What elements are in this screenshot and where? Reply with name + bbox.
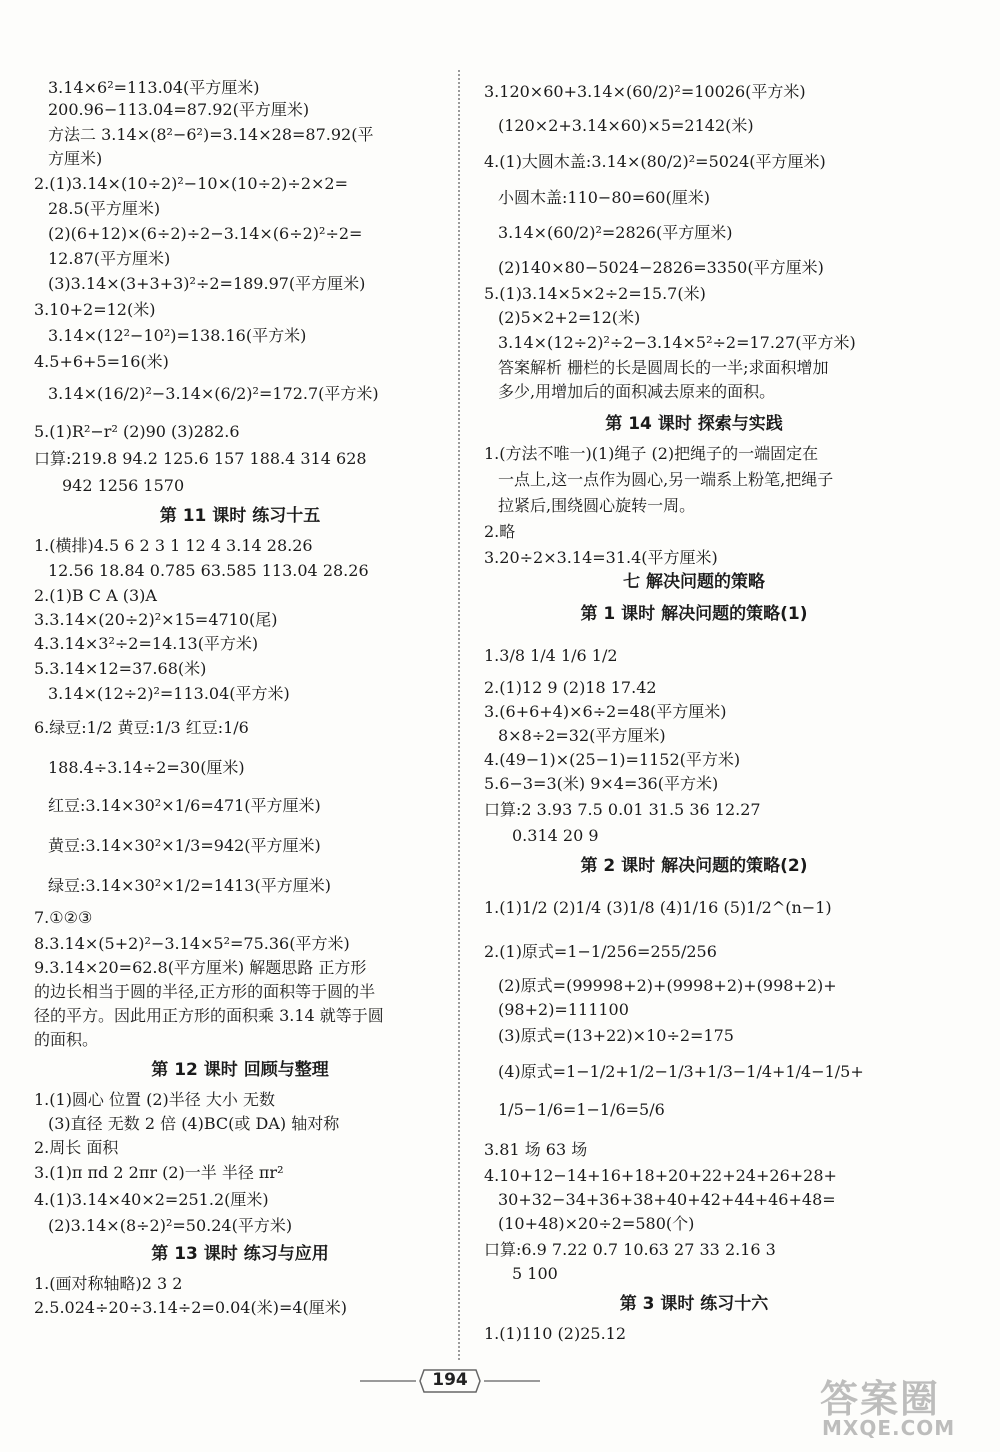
answer-line: 3.20÷2×3.14=31.4(平方厘米)	[484, 548, 718, 567]
watermark-logo	[818, 1368, 990, 1444]
answer-line: 4.10+12−14+16+18+20+22+24+26+28+	[484, 1166, 837, 1185]
answer-line: 7.①②③	[34, 908, 93, 927]
answer-line: 2.周长 面积	[34, 1138, 119, 1157]
page-number-badge	[418, 1366, 482, 1396]
answer-line: 2.略	[484, 522, 516, 541]
answer-line: 12.87(平方厘米)	[48, 249, 171, 268]
lesson-heading: 第 11 课时 练习十五	[159, 506, 321, 526]
answer-line: 3.(6+6+4)×6÷2=48(平方厘米)	[484, 702, 727, 721]
answer-line: 1.(1)圆心 位置 (2)半径 大小 无数	[34, 1090, 275, 1109]
answer-line: 200.96−113.04=87.92(平方厘米)	[48, 100, 310, 119]
answer-line: (2)140×80−5024−2826=3350(平方厘米)	[498, 258, 824, 277]
answer-line: 多少,用增加后的面积减去原来的面积。	[498, 382, 776, 401]
lesson-heading: 第 13 课时 练习与应用	[151, 1244, 329, 1264]
answer-line: 5.6−3=3(米) 9×4=36(平方米)	[484, 774, 719, 793]
answer-line: 4.3.14×3²÷2=14.13(平方米)	[34, 634, 259, 653]
lesson-heading: 第 3 课时 练习十六	[619, 1294, 769, 1314]
answer-line: 6.绿豆:1/2 黄豆:1/3 红豆:1/6	[34, 718, 249, 737]
answer-line: 4.(1)大圆木盖:3.14×(80/2)²=5024(平方厘米)	[484, 152, 826, 171]
answer-line: (3)3.14×(3+3+3)²÷2=189.97(平方厘米)	[48, 274, 366, 293]
answer-line: (10+48)×20÷2=580(个)	[498, 1214, 695, 1233]
answer-line: 4.(49−1)×(25−1)=1152(平方米)	[484, 750, 741, 769]
column-divider	[458, 70, 460, 1360]
lesson-heading: 第 2 课时 解决问题的策略(2)	[580, 856, 808, 876]
answer-line: (2)(6+12)×(6÷2)÷2−3.14×(6÷2)²÷2=	[48, 224, 363, 243]
answer-line: (98+2)=111100	[498, 1000, 629, 1019]
answer-line: 3.14×(12÷2)²÷2−3.14×5²÷2=17.27(平方米)	[498, 333, 856, 352]
answer-line: 8.3.14×(5+2)²−3.14×5²=75.36(平方米)	[34, 934, 350, 953]
answer-line: 3.14×(16/2)²−3.14×(6/2)²=172.7(平方米)	[48, 384, 379, 403]
answer-line: 红豆:3.14×30²×1/6=471(平方厘米)	[48, 796, 321, 815]
answer-line: 4.5+6+5=16(米)	[34, 352, 169, 371]
oral-calc-line: 口算:6.9 7.22 0.7 10.63 27 33 2.16 3	[484, 1240, 776, 1259]
answer-line: 拉紧后,围绕圆心旋转一周。	[498, 496, 696, 515]
chapter-heading: 七 解决问题的策略	[623, 572, 765, 592]
answer-line: 绿豆:3.14×30²×1/2=1413(平方厘米)	[48, 876, 331, 895]
answer-line: 3.14×6²=113.04(平方厘米)	[48, 78, 260, 97]
oral-calc-line: 0.314 20 9	[512, 826, 599, 845]
oral-calc-line: 口算:2 3.93 7.5 0.01 31.5 36 12.27	[484, 800, 761, 819]
answer-line: 方厘米)	[48, 149, 103, 168]
answer-line: 1.(横排)4.5 6 2 3 1 12 4 3.14 28.26	[34, 536, 313, 555]
answer-line: 3.120×60+3.14×(60/2)²=10026(平方米)	[484, 82, 806, 101]
answer-line: 1.3/8 1/4 1/6 1/2	[484, 646, 618, 665]
footer-ornament-right	[484, 1380, 540, 1382]
answer-line: 3.14×(12²−10²)=138.16(平方米)	[48, 326, 307, 345]
answer-line: 8×8÷2=32(平方厘米)	[498, 726, 666, 745]
answer-line: 1.(画对称轴略)2 3 2	[34, 1274, 183, 1293]
watermark-text: 答案圈	[820, 1377, 941, 1421]
answer-line: 一点上,这一点作为圆心,另一端系上粉笔,把绳子	[498, 470, 834, 489]
answer-line: (4)原式=1−1/2+1/2−1/3+1/3−1/4+1/4−1/5+	[498, 1062, 864, 1081]
answer-line: 2.(1)3.14×(10÷2)²−10×(10÷2)÷2×2=	[34, 174, 348, 193]
answer-line: 径的平方。因此用正方形的面积乘 3.14 就等于圆	[34, 1006, 384, 1025]
answer-line: (2)原式=(99998+2)+(9998+2)+(998+2)+	[498, 976, 837, 995]
answer-line: 1.(1)1/2 (2)1/4 (3)1/8 (4)1/16 (5)1/2^(n−1)	[484, 898, 832, 917]
watermark-url: MXQE.COM	[822, 1416, 956, 1440]
answer-line: 小圆木盖:110−80=60(厘米)	[498, 188, 710, 207]
answer-line: 方法二 3.14×(8²−6²)=3.14×28=87.92(平	[48, 125, 374, 144]
answer-line: 1.(1)110 (2)25.12	[484, 1324, 627, 1343]
oral-calc-line: 942 1256 1570	[62, 476, 185, 495]
answer-line: 5.(1)3.14×5×2÷2=15.7(米)	[484, 284, 706, 303]
oral-calc-line: 口算:219.8 94.2 125.6 157 188.4 314 628	[34, 449, 367, 468]
answer-line: 1/5−1/6=1−1/6=5/6	[498, 1100, 665, 1119]
answer-line: (3)原式=(13+22)×10÷2=175	[498, 1026, 734, 1045]
answer-line: 2.(1)12 9 (2)18 17.42	[484, 678, 657, 697]
answer-line: 3.14×(60/2)²=2826(平方厘米)	[498, 223, 733, 242]
answer-line: 3.10+2=12(米)	[34, 300, 156, 319]
lesson-heading: 第 14 课时 探索与实践	[605, 414, 783, 434]
answer-line: 的边长相当于圆的半径,正方形的面积等于圆的半	[34, 982, 376, 1001]
answer-line: (3)直径 无数 2 倍 (4)BC(或 DA) 轴对称	[48, 1114, 340, 1133]
answer-line: 3.81 场 63 场	[484, 1140, 588, 1159]
lesson-heading: 第 1 课时 解决问题的策略(1)	[580, 604, 808, 624]
answer-line: (120×2+3.14×60)×5=2142(米)	[498, 116, 754, 135]
answer-line: 3.3.14×(20÷2)²×15=4710(尾)	[34, 610, 278, 629]
answer-line: 的面积。	[34, 1030, 99, 1049]
answer-line: 3.14×(12÷2)²=113.04(平方米)	[48, 684, 290, 703]
answer-line: 188.4÷3.14÷2=30(厘米)	[48, 758, 245, 777]
answer-analysis: 答案解析 栅栏的长是圆周长的一半;求面积增加	[498, 358, 829, 377]
answer-line: 12.56 18.84 0.785 63.585 113.04 28.26	[48, 561, 369, 580]
answer-line: 9.3.14×20=62.8(平方厘米) 解题思路 正方形	[34, 958, 367, 977]
answer-line: 2.5.024÷20÷3.14÷2=0.04(米)=4(厘米)	[34, 1298, 348, 1317]
page-number: 194	[432, 1370, 468, 1390]
oral-calc-line: 5 100	[512, 1264, 558, 1283]
answer-line: 黄豆:3.14×30²×1/3=942(平方厘米)	[48, 836, 321, 855]
lesson-heading: 第 12 课时 回顾与整理	[151, 1060, 329, 1080]
answer-line: 5.3.14×12=37.68(米)	[34, 659, 207, 678]
answer-line: (2)5×2+2=12(米)	[498, 308, 641, 327]
answer-line: 28.5(平方厘米)	[48, 199, 161, 218]
answer-line: (2)3.14×(8÷2)²=50.24(平方米)	[48, 1216, 293, 1235]
answer-line: 4.(1)3.14×40×2=251.2(厘米)	[34, 1190, 269, 1209]
answer-line: 2.(1)原式=1−1/256=255/256	[484, 942, 717, 961]
answer-line: 3.(1)π πd 2 2πr (2)一半 半径 πr²	[34, 1163, 284, 1182]
answer-line: 30+32−34+36+38+40+42+44+46+48=	[498, 1190, 836, 1209]
footer-ornament-left	[360, 1380, 416, 1382]
answer-line: 2.(1)B C A (3)A	[34, 586, 157, 605]
answer-line: 5.(1)R²−r² (2)90 (3)282.6	[34, 422, 240, 441]
answer-line: 1.(方法不唯一)(1)绳子 (2)把绳子的一端固定在	[484, 444, 819, 463]
